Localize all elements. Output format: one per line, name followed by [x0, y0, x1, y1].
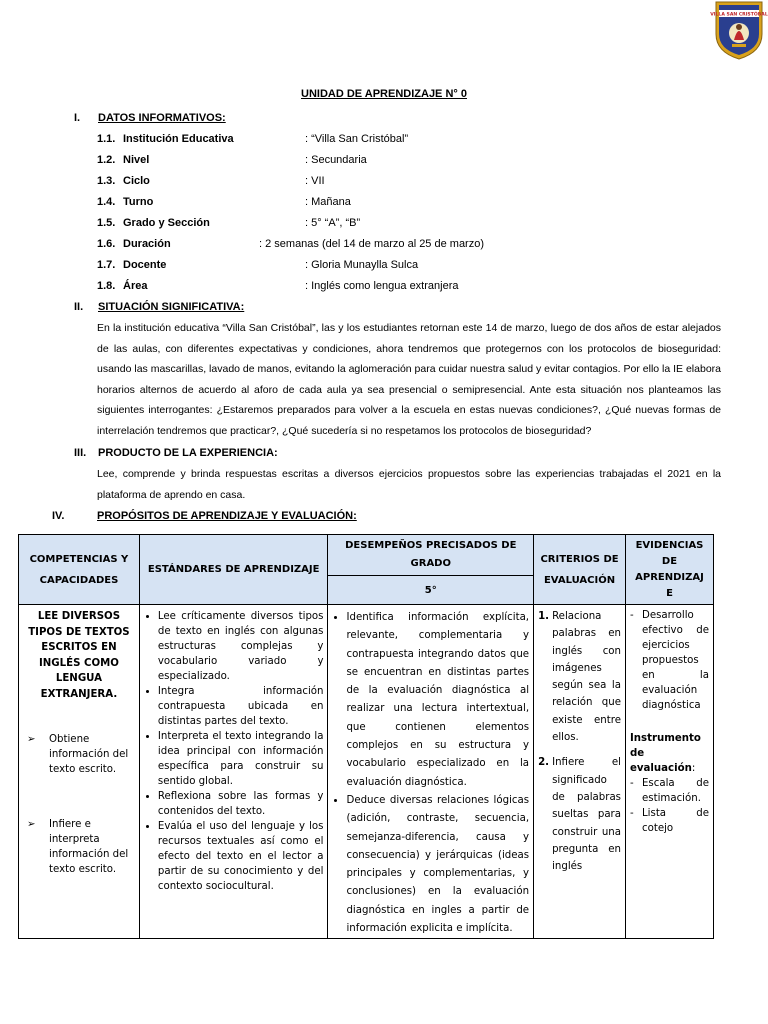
- criterio-item: 1. Relaciona palabras en inglés con imágenes según sea la relación que existe entre ellos.: [538, 611, 621, 744]
- list-item: • Interpreta el texto integrando la idea principal con información específica para construir su sentido global.: [158, 729, 324, 789]
- competencia-title: LEE DIVERSOS TIPOS DE TEXTOS ESCRITOS EN INGLÉS COMO LENGUA EXTRANJERA.: [28, 611, 130, 700]
- header-estandares: ESTÁNDARES DE APRENDIZAJE: [139, 535, 328, 605]
- cell-competencias: [19, 605, 140, 939]
- instrumento-label: Instrumento de evaluación:: [630, 733, 701, 774]
- list-item: • Deduce diversas relaciones lógicas (adición, contraste, secuencia, semejanza-diferencia, causa y consecuencia) y jerárquicas (ideas principales y complementarias, y conclusiones) en la evaluación diagnóstica en ingles a partir de información explicita e implícita.: [346, 792, 529, 938]
- cell-criterios: [534, 605, 626, 939]
- header-grado: 5°: [328, 576, 534, 605]
- criterio-item: 2. Infiere el significado de palabras sueltas para construir una pregunta en inglés: [538, 757, 621, 873]
- instrumento-item: - Escala de estimación.: [630, 778, 709, 804]
- section-title: SITUACIÓN SIGNIFICATIVA:: [98, 301, 245, 313]
- capacidad-item: ➢ Infiere e interpreta información del texto escrito.: [27, 819, 129, 875]
- section-title: PRODUCTO DE LA EXPERIENCIA:: [98, 447, 278, 459]
- header-competencias: COMPETENCIAS Y CAPACIDADES: [19, 535, 140, 605]
- list-item: • Reflexiona sobre las formas y contenidos del texto.: [158, 789, 324, 819]
- instrumento-item: - Lista de cotejo: [630, 808, 709, 834]
- propositos-table: [18, 534, 714, 939]
- capacidad-item: ➢ Obtiene información del texto escrito.: [27, 734, 129, 775]
- cell-estandares: [139, 605, 328, 939]
- document-title: UNIDAD DE APRENDIZAJE N° 0: [301, 88, 467, 100]
- section-number: III.: [74, 447, 87, 459]
- list-item: • Lee críticamente diversos tipos de texto en inglés con algunas estructuras complejas y vocabulario variado y especializado.: [158, 609, 324, 684]
- list-item: • Integra información contrapuesta ubicada en distintas partes del texto.: [158, 684, 324, 729]
- section-number: I.: [74, 112, 81, 124]
- section-title: PROPÓSITOS DE APRENDIZAJE Y EVALUACIÓN:: [97, 510, 357, 522]
- cell-evidencias: [626, 605, 714, 939]
- evidencia-item: - Desarrollo efectivo de ejercicios propuestos en la evaluación diagnóstica: [630, 610, 709, 711]
- header-criterios: CRITERIOS DE EVALUACIÓN: [534, 535, 626, 605]
- cell-desempenos: [328, 605, 534, 939]
- arrow-bullet-icon: ➢: [27, 734, 36, 745]
- situacion-paragraph: En la institución educativa “Villa San Cristóbal”, las y los estudiantes retornan este 14 de marzo, luego de dos años de estar alejados de las aulas, con diferentes expectativas y condiciones, ahora tendremos que protegernos con los protocolos de bioseguridad: usando las mascarillas, lavado de manos, evitando la aglomeración para cuidar nuestra salud y evitar contagios. Por ello la IE elabora horarios alternos de acuerdo al aforo de cada aula ya sea presencial o semipresencial. Ante esta situación nos planteamos las siguientes interrogantes: ¿Estaremos preparados para volver a la escuela en estas nuevas condiciones?, ¿Qué nuevas formas de interrelación tendremos que practicar?, ¿Qué sucedería si no respetamos los protocolos de bioseguridad?: [97, 322, 721, 437]
- arrow-bullet-icon: ➢: [27, 819, 36, 830]
- list-item: • Identifica información explícita, relevante, complementaria y contrapuesta integrando datos que se encuentran en distintas partes de la evaluación diagnóstica al realizar una lectura intertextual, que contienen elementos complejos en su estructura y vocabulario especializado en la evaluación diagnóstica.: [346, 609, 529, 792]
- crest-text: VILLA SAN CRISTÓBAL: [710, 12, 768, 18]
- section-number: II.: [74, 301, 84, 313]
- section-number: IV.: [52, 510, 65, 522]
- section-title: DATOS INFORMATIVOS:: [98, 112, 226, 124]
- list-item: • Evalúa el uso del lenguaje y los recursos textuales así como el efecto del texto en el lector a partir de su conocimiento y del contexto sociocultural.: [158, 819, 324, 894]
- producto-paragraph: Lee, comprende y brinda respuestas escritas a diversos ejercicios propuestos sobre las experiencias trabajadas el 2021 en la plataforma de aprendo en casa.: [97, 468, 721, 501]
- header-desempenos: DESEMPEÑOS PRECISADOS DE GRADO: [328, 535, 534, 576]
- header-evidencias: EVIDENCIAS DE APRENDIZAJ E: [626, 535, 714, 605]
- school-crest: [710, 0, 768, 60]
